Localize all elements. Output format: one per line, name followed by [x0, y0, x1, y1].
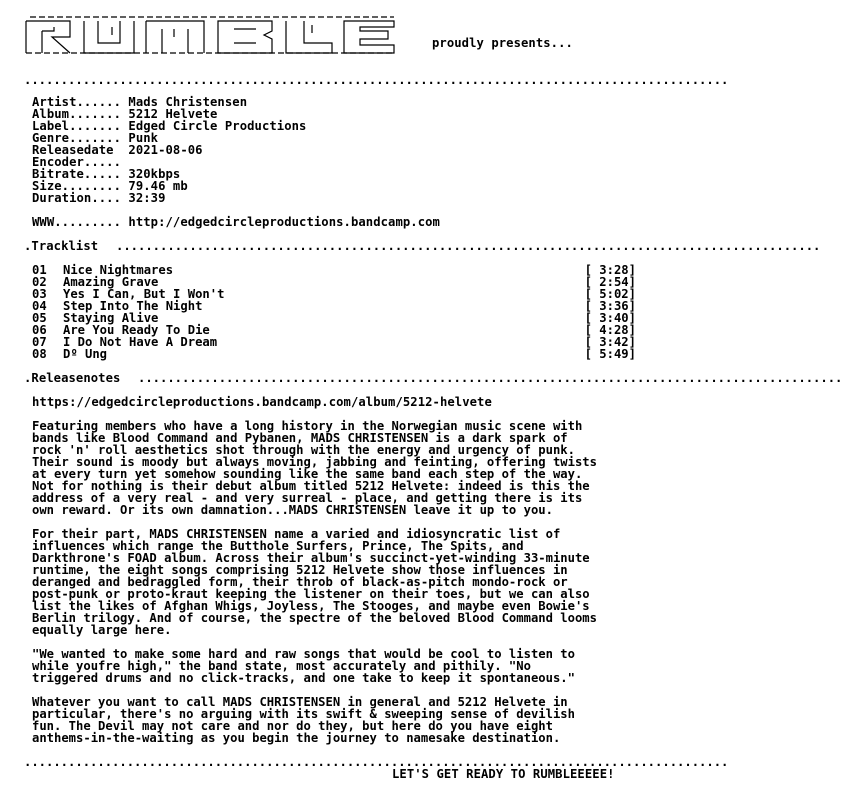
info-line: Bitrate..... 320kbps	[32, 167, 181, 181]
track-title: Are You Ready To Die	[63, 323, 210, 337]
footer-slogan: LET'S GET READY TO RUMBLEEEEE!	[392, 767, 615, 781]
track-title: Amazing Grave	[63, 275, 159, 289]
track-number: 02	[32, 275, 47, 289]
note-paragraph: Whatever you want to call MADS CHRISTENSEN in general and 5212 Helvete in particular, there's no arguing with its swift & sweeping sense of devilish fun. The Devil may not care and nor do they, but here do you have eight anthems-in-the-waiting as you begin the journey to namesake destination.	[32, 695, 575, 745]
tracklist	[32, 264, 636, 360]
info-line: Genre....... Punk	[32, 131, 159, 145]
track-number: 06	[32, 323, 47, 337]
info-line: Duration.... 32:39	[32, 191, 166, 205]
info-line: Encoder.....	[32, 155, 122, 169]
track-length: [ 3:28]	[584, 263, 636, 277]
track-number: 08	[32, 347, 47, 361]
track-title: Nice Nightmares	[63, 263, 174, 277]
info-line: Releasedate 2021-08-06	[32, 143, 203, 157]
track-length: [ 5:02]	[584, 287, 636, 301]
track-length: [ 2:54]	[584, 275, 636, 289]
track-length: [ 5:49]	[584, 347, 636, 361]
track-title: Yes I Can, But I Won't	[63, 287, 225, 301]
separator: ................................................................................................	[138, 371, 842, 385]
separator: ................................................................................................	[24, 755, 729, 769]
release-notes	[32, 420, 642, 756]
track-length: [ 3:36]	[584, 299, 636, 313]
rumble-logo	[22, 15, 400, 57]
track-row	[32, 336, 636, 348]
info-line: Artist...... Mads Christensen	[32, 95, 248, 109]
track-number: 04	[32, 299, 47, 313]
separator: ................................................................................................	[24, 73, 729, 87]
track-number: 05	[32, 311, 47, 325]
track-length: [ 3:42]	[584, 335, 636, 349]
release-info	[32, 96, 306, 204]
presents-text: proudly presents...	[432, 36, 573, 50]
releasenotes-heading: .Releasenotes	[24, 371, 121, 385]
track-number: 03	[32, 287, 47, 301]
track-number: 07	[32, 335, 47, 349]
track-title: Staying Alive	[63, 311, 159, 325]
track-title: Step Into The Night	[63, 299, 203, 313]
info-line: Size........ 79.46 mb	[32, 179, 188, 193]
info-line: Album....... 5212 Helvete	[32, 107, 218, 121]
info-line: Label....... Edged Circle Productions	[32, 119, 307, 133]
separator: ................................................................................................	[116, 239, 821, 253]
note-paragraph: "We wanted to make some hard and raw songs that would be cool to listen to while youfre high," the band state, most accurately and pithily. "No triggered drums and no click-tracks, and one take to keep it spontaneous."	[32, 647, 575, 685]
track-number: 01	[32, 263, 47, 277]
album-url: https://edgedcircleproductions.bandcamp.com/album/5212-helvete	[32, 395, 492, 409]
track-title: I Do Not Have A Dream	[63, 335, 218, 349]
note-paragraph: Featuring members who have a long history in the Norwegian music scene with bands like Blood Command and Pybanen, MADS CHRISTENSEN is a dark spark of rock 'n' roll aesthetics shot through with the energy and urgency of punk. Their sound is moody but always moving, jabbing and feinting, offering twists at every turn yet somehow sounding like the same band each step of the way. Not for nothing is their debut album titled 5212 Helvete: indeed is this the address of a very real - and very surreal - place, and getting there is its own reward. Or its own damnation...MADS CHRISTENSEN leave it up to you.	[32, 419, 597, 517]
track-length: [ 4:28]	[584, 323, 636, 337]
note-paragraph: For their part, MADS CHRISTENSEN name a varied and idiosyncratic list of influences which range the Butthole Surfers, Prince, The Spits, and Darkthrone's FOAD album. Across their album's succinct-yet-winding 33-minute runtime, the eight songs comprising 5212 Helvete show those influences in deranged and bedraggled form, their throb of black-as-pitch mondo-rock or post-punk or proto-kraut keeping the listener on their toes, but we can also list the likes of Afghan Whigs, Joyless, The Stooges, and maybe even Bowie's Berlin trilogy. And of course, the spectre of the beloved Blood Command looms equally large here.	[32, 527, 597, 637]
track-length: [ 3:40]	[584, 311, 636, 325]
track-row	[32, 348, 636, 360]
tracklist-heading: .Tracklist	[24, 239, 99, 253]
www-line: WWW......... http://edgedcircleproductions.bandcamp.com	[32, 215, 440, 229]
track-title: Dº Ung	[63, 347, 108, 361]
